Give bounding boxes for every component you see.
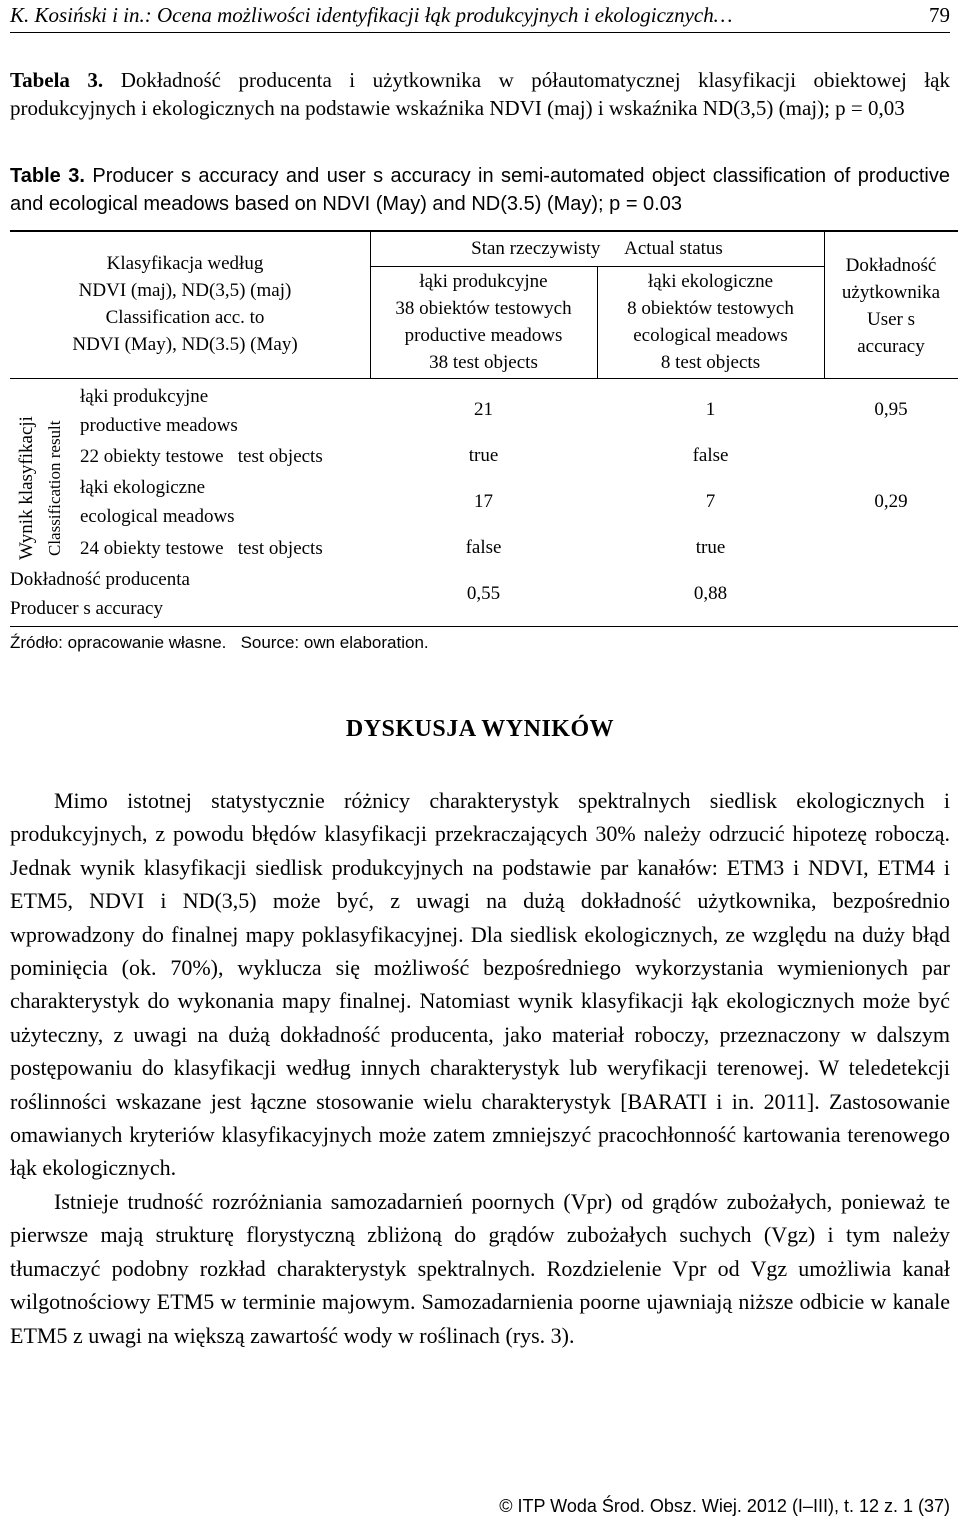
running-head-title: K. Kosiński i in.: Ocena możliwości identyfikacji łąk produkcyjnych i ekologicznych… bbox=[10, 3, 733, 27]
row-label-line: łąki produkcyjne bbox=[80, 386, 209, 407]
row-label-ecological bbox=[80, 473, 235, 531]
row-label-test-objects: 22 obiekty testowe test objects bbox=[80, 446, 323, 467]
cell-value: false bbox=[692, 445, 729, 466]
col-header-line: Dokładność bbox=[845, 255, 937, 276]
actual-status-pl: Stan rzeczywisty bbox=[471, 238, 601, 259]
side-label-pl: Wynik klasyfikacji bbox=[16, 416, 37, 560]
col-header-line: łąki ekologiczne bbox=[647, 271, 774, 292]
page-number: 79 bbox=[929, 3, 950, 27]
col-header-ecological bbox=[597, 268, 824, 376]
col-header-line: 8 test objects bbox=[660, 352, 761, 373]
corner-line: Classification acc. to bbox=[105, 307, 265, 328]
section-heading: DYSKUSJA WYNIKÓW bbox=[345, 716, 615, 742]
col-header-user-accuracy bbox=[824, 252, 958, 360]
cell-value: true bbox=[468, 445, 499, 466]
table-bottom-rule bbox=[10, 626, 958, 627]
producer-accuracy-label bbox=[10, 565, 190, 623]
caption-en-label: Table 3. bbox=[10, 165, 85, 187]
cell-value: 0,95 bbox=[874, 399, 908, 420]
table-caption-pl bbox=[10, 66, 950, 122]
cell-value: true bbox=[695, 537, 726, 558]
cell-value: 1 bbox=[705, 399, 716, 420]
col-header-line: użytkownika bbox=[841, 282, 941, 303]
row-label-test-objects: 24 obiekty testowe test objects bbox=[80, 538, 323, 559]
table-source-note: Źródło: opracowanie własne. Source: own elaboration. bbox=[10, 633, 429, 652]
corner-line: NDVI (May), ND(3.5) (May) bbox=[72, 334, 298, 355]
row-label-line: łąki ekologiczne bbox=[80, 477, 206, 498]
row-label-line: productive meadows bbox=[80, 415, 238, 436]
table-top-rule bbox=[10, 230, 958, 232]
cell-value: 0,55 bbox=[466, 583, 501, 604]
table-caption-en bbox=[10, 162, 950, 218]
running-head bbox=[10, 2, 950, 33]
body-text bbox=[10, 784, 950, 1352]
col-header-line: ecological meadows bbox=[633, 325, 788, 346]
cell-value: false bbox=[465, 537, 502, 558]
cell-value: 21 bbox=[474, 399, 493, 420]
col-header-line: 38 test objects bbox=[429, 352, 538, 373]
caption-en-text: Producer s accuracy and user s accuracy in semi-automated object classification of productive and ecological meadows based on NDVI (May) and ND(3.5) (May); p = 0.03 bbox=[10, 165, 950, 215]
paragraph: Istnieje trudność rozróżniania samozadarnień poornych (Vpr) od grądów zubożałych, ponieważ te pierwsze mają strukturę florystyczną zbliżoną do grądów zubożałych suchych (Vgz) i tym należy tłumaczyć podobny rozkład charakterystyk spektralnych. Rozdzielenie Vpr od Vgz umożliwia kanał wilgotnościowy ETM5 w terminie majowym. Samozadarnienia poorne ujawniają niższe odbicie w kanale ETM5 z uwagi na większą zawartość wody w roślinach (rys. 3). bbox=[10, 1188, 950, 1348]
corner-header bbox=[10, 250, 360, 358]
cell-value: 7 bbox=[705, 491, 716, 512]
col-header-line: User s bbox=[866, 309, 916, 330]
row-label-productive bbox=[80, 382, 238, 440]
col-header-productive bbox=[370, 268, 597, 376]
col-header-line: accuracy bbox=[857, 336, 925, 357]
row-label-line: Dokładność producenta bbox=[10, 569, 190, 590]
col-header-line: 38 obiektów testowych bbox=[395, 298, 572, 319]
col-header-line: productive meadows bbox=[404, 325, 563, 346]
row-label-line: ecological meadows bbox=[80, 506, 235, 527]
actual-status-en: Actual status bbox=[624, 238, 723, 259]
side-label-en: Classification result bbox=[45, 420, 64, 556]
caption-pl-text: Dokładność producenta i użytkownika w półautomatycznej klasyfikacji obiektowej łąk produkcyjnych i ekologicznych na podstawie wskaźnika NDVI (maj) i wskaźnika ND(3,5) (maj); p = 0,03 bbox=[10, 68, 951, 120]
page-footer: © ITP Woda Środ. Obsz. Wiej. 2012 (I–III), t. 12 z. 1 (37) bbox=[499, 1496, 950, 1516]
table-header-rule bbox=[10, 378, 958, 379]
cell-value: 0,88 bbox=[693, 583, 728, 604]
cell-value: 17 bbox=[474, 491, 493, 512]
actual-status-header bbox=[370, 235, 824, 262]
corner-line: Klasyfikacja według bbox=[106, 253, 264, 274]
cell-value: 0,29 bbox=[874, 491, 908, 512]
caption-pl-label: Tabela 3. bbox=[10, 68, 104, 92]
paragraph: Mimo istotnej statystycznie różnicy charakterystyk spektralnych siedlisk ekologicznych i produkcyjnych, z powodu błędów klasyfikacji przekraczających 30% należy odrzucić hipotezę roboczą. Jednak wynik klasyfikacji siedlisk produkcyjnych na podstawie par kanałów: ETM3 i NDVI, ETM4 i ETM5, NDVI i ND(3,5) może być, z uwagi na dużą dokładność użytkownika, bezpośrednio wprowadzony do finalnej mapy poklasyfikacyjnej. Dla siedlisk ekologicznych, ze względu na duży błąd pominięcia (ok. 70%), wyklucza się możliwość bezpośredniego wykorzystania wymienionych par charakterystyk do wykonania mapy finalnej. Natomiast wynik klasyfikacji łąk ekologicznych może być użyteczny, z uwagi na dużą dokładność producenta, jako materiał roboczy, przeznaczony w dalszym postępowaniu do klasyfikacji według innych charakterystyk lub weryfikacji terenowej. W teledetekcji roślinności wskazane jest łączne stosowanie wielu charakterystyk [BARATI i in. 2011]. Zastosowanie omawianych kryteriów klasyfikacyjnych może zatem zmniejszyć pracochłonność kartowania terenowego łąk ekologicznych. bbox=[10, 788, 950, 1181]
row-label-line: Producer s accuracy bbox=[10, 598, 163, 619]
col-header-line: 8 obiektów testowych bbox=[627, 298, 794, 319]
col-header-line: łąki produkcyjne bbox=[419, 271, 548, 292]
corner-line: NDVI (maj), ND(3,5) (maj) bbox=[78, 280, 292, 301]
